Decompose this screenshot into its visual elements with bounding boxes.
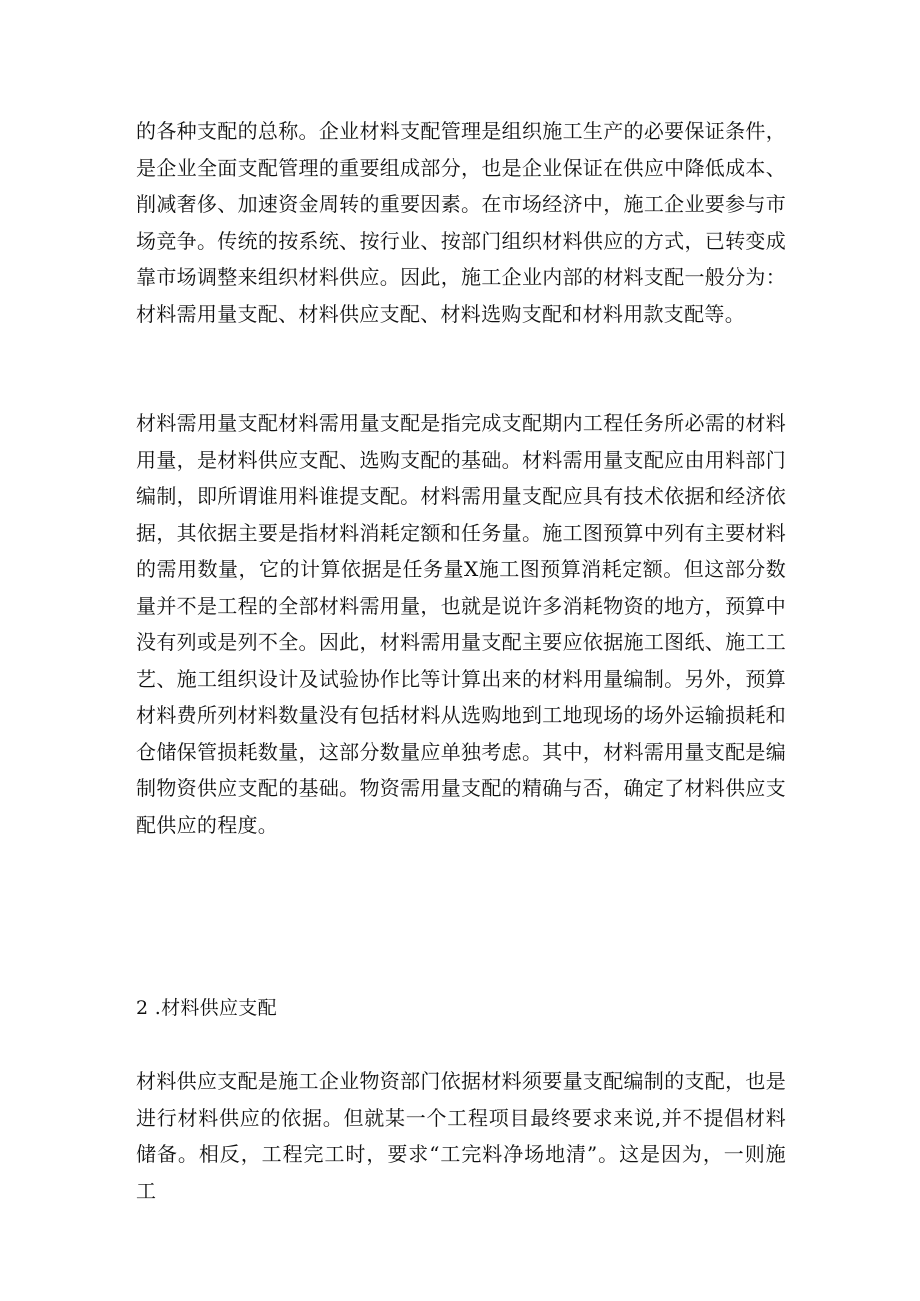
paragraph-2: 材料需用量支配材料需用量支配是指完成支配期内工程任务所必需的材料用量，是材料供应支配、选购支配的基础。材料需用量支配应由用料部门编制，即所谓谁用料谁提支配。材料需用量支配应具有技术依据和经济依据，其依据主要是指材料消耗定额和任务量。施工图预算中列有主要材料的需用数量，它的计算依据是任务量X施工图预算消耗定额。但这部分数量并不是工程的全部材料需用量，也就是说许多消耗物资的地方，预算中没有列或是列不全。因此，材料需用量支配主要应依据施工图纸、施工工艺、施工组织设计及试验协作比等计算出来的材料用量编制。另外，预算材料费所列材料数量没有包括材料从选购地到工地现场的场外运输损耗和仓储保管损耗数量，这部分数量应单独考虑。其中，材料需用量支配是编制物资供应支配的基础。物资需用量支配的精确与否，确定了材料供应支配供应的程度。: [136, 411, 786, 837]
section-heading: 2 .材料供应支配: [136, 997, 277, 1019]
paragraph-1: 的各种支配的总称。企业材料支配管理是组织施工生产的必要保证条件，是企业全面支配管理的重要组成部分，也是企业保证在供应中降低成本、削减奢侈、加速资金周转的重要因素。在市场经济中，施工企业要参与市场竞争。传统的按系统、按行业、按部门组织材料供应的方式，已转变成靠市场调整来组织材料供应。因此，施工企业内部的材料支配一般分为：材料需用量支配、材料供应支配、材料选购支配和材料用款支配等。: [136, 119, 786, 326]
paragraph-3: 材料供应支配是施工企业物资部门依据材料须要量支配编制的支配，也是进行材料供应的依据。但就某一个工程项目最终要求来说,并不提倡材料储备。相反，工程完工时，要求“工完料净场地清”。这是因为，一则施工: [136, 1069, 786, 1203]
